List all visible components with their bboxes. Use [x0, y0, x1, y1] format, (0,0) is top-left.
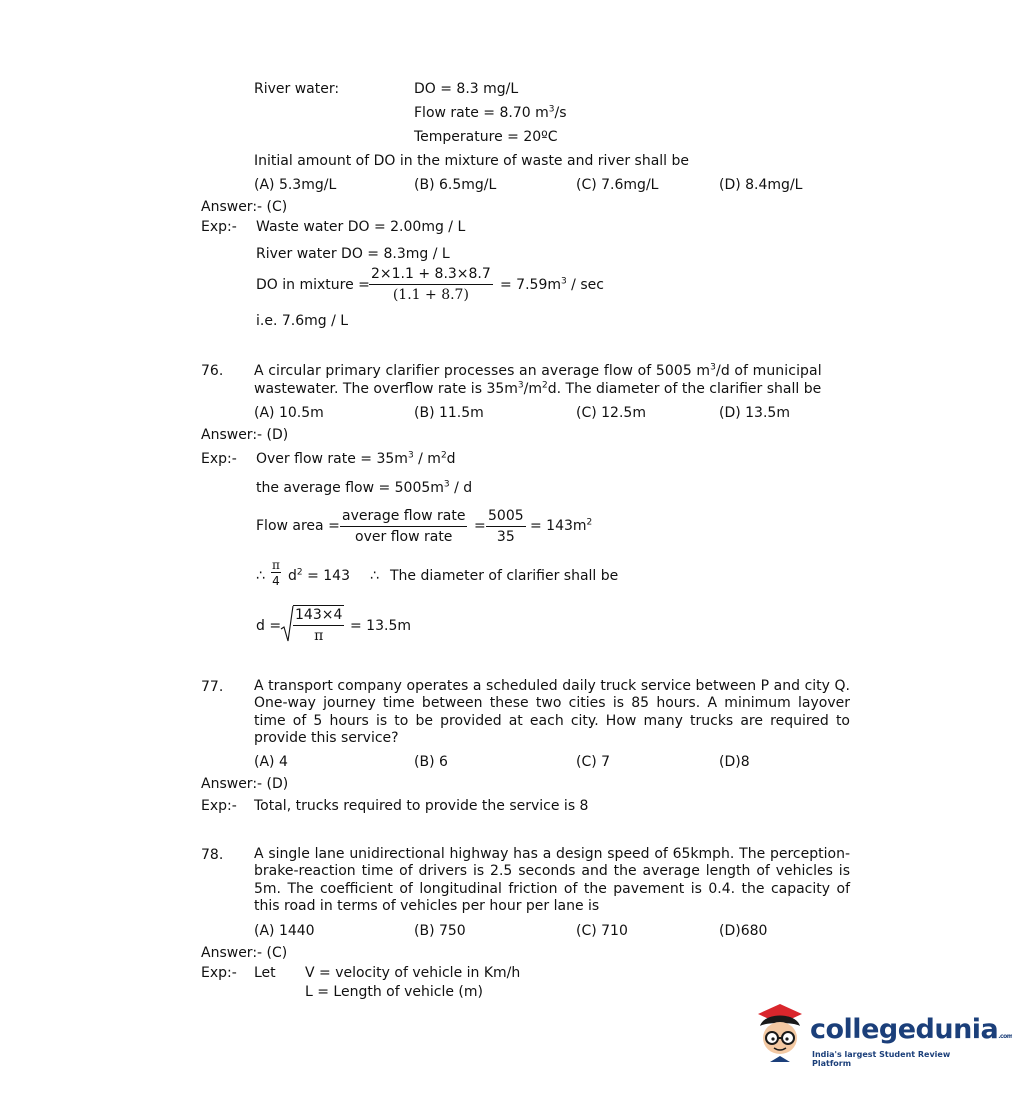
- q78-question: A single lane unidirectional highway has a design speed of 65kmph. The perception-brake-reaction time of drivers is 2.5 seconds and the average length of vehicles is 5m. The coefficient of longitudinal friction of the pavement is 0.4. the capacity of this road in terms of vehicles per hour per lane is: [254, 846, 850, 915]
- do-mixture-label: DO in mixture =: [256, 277, 370, 293]
- q75-question: Initial amount of DO in the mixture of waste and river shall be: [254, 153, 690, 169]
- q78-length-def: L = Length of vehicle (m): [305, 984, 483, 1000]
- pi-over-4-fraction: [271, 558, 281, 588]
- do-mixture-result: = $7.59m^3$ / sec: [500, 276, 604, 293]
- flow-area-result: = $143m^2$: [530, 517, 593, 534]
- pi-numerator: π: [272, 558, 280, 572]
- logo-com-suffix: .com: [998, 1033, 1012, 1040]
- river-temperature-line: Temperature = 20ºC: [414, 129, 558, 145]
- sqrt-fraction: [293, 605, 344, 645]
- flow-area-value-fraction: [486, 507, 526, 546]
- q76-line-2: wastewater. The overflow rate is $35m^3/m^2d$. The diameter of the clarifier shall be: [254, 380, 822, 397]
- flow-area-label: Flow area =: [256, 518, 340, 534]
- q77-question: A transport company operates a scheduled daily truck service between P and city Q. One-way journey time between these two cities is 85 hours. A minimum layover time of 5 hours is to be provided at each city. How many trucks are required to provide this service?: [254, 678, 850, 747]
- logo-wordmark: collegedunia.com: [810, 1014, 1012, 1045]
- q75-exp-line-2: River water DO = 8.3mg / L: [256, 246, 450, 262]
- q75-exp-label: Exp:-: [201, 219, 237, 235]
- q75-exp-line-1: Waste water DO = 2.00mg / L: [256, 219, 466, 235]
- q77-exp-label: Exp:-: [201, 798, 237, 814]
- q75-answer: Answer:- (C): [201, 199, 288, 215]
- flow-area-fraction: [340, 507, 467, 546]
- sqrt-numerator: 143×4: [293, 605, 344, 626]
- q77-answer: Answer:- (D): [201, 776, 289, 792]
- q76-option-a: (A) 10.5m: [254, 405, 324, 421]
- do-mixture-denominator: (1.1 + 8.7): [392, 287, 469, 303]
- diameter-statement: The diameter of clarifier shall be: [390, 568, 619, 584]
- d-squared-equation: $d^2 = 143$: [288, 567, 350, 584]
- q78-velocity-def: V = velocity of vehicle in Km/h: [305, 965, 521, 981]
- do-mixture-fraction: [369, 265, 493, 304]
- q75-option-a: (A) 5.3mg/L: [254, 177, 337, 193]
- q75-ie-line: i.e. 7.6mg / L: [256, 313, 349, 329]
- q76-number: 76.: [201, 363, 224, 379]
- q77-option-a: (A) 4: [254, 754, 288, 770]
- q76-exp-average-flow: the average flow = $5005m^3$ / d: [256, 479, 473, 496]
- q78-option-b: (B) 750: [414, 923, 466, 939]
- q76-line-1: A circular primary clarifier processes an average flow of 5005 $m^3/d$ of municipal: [254, 362, 822, 379]
- d-result: = 13.5m: [350, 618, 411, 634]
- q77-option-b: (B) 6: [414, 754, 448, 770]
- q77-number: 77.: [201, 679, 224, 695]
- therefore-symbol-1: ∴: [256, 568, 265, 584]
- logo-tagline: India's largest Student Review Platform: [812, 1050, 951, 1068]
- q76-option-c: (C) 12.5m: [576, 405, 646, 421]
- q77-option-c: (C) 7: [576, 754, 611, 770]
- flow-area-denominator: over flow rate: [355, 529, 453, 545]
- flow-area-value-denominator: 35: [496, 529, 515, 545]
- river-do-line: DO = 8.3 mg/L: [414, 81, 519, 97]
- q76-exp-overflow: Over flow rate = $35m^3 / m^2d$: [256, 450, 456, 467]
- q75-option-c: (C) 7.6mg/L: [576, 177, 659, 193]
- q77-exp-text: Total, trucks required to provide the service is 8: [254, 798, 589, 814]
- do-mixture-numerator: 2×1.1 + 8.3×8.7: [369, 265, 493, 285]
- sqrt-radical-icon: [280, 605, 294, 643]
- q76-option-b: (B) 11.5m: [414, 405, 484, 421]
- flow-area-equals: =: [474, 518, 486, 534]
- q78-answer: Answer:- (C): [201, 945, 288, 961]
- q76-exp-label: Exp:-: [201, 451, 237, 467]
- d-label: d =: [256, 618, 282, 634]
- flow-area-numerator: average flow rate: [340, 507, 467, 527]
- therefore-symbol-2: ∴: [370, 568, 379, 584]
- q76-option-d: (D) 13.5m: [719, 405, 790, 421]
- q75-option-d: (D) 8.4mg/L: [719, 177, 803, 193]
- student-mascot-icon: [750, 1000, 808, 1072]
- q75-option-b: (B) 6.5mg/L: [414, 177, 497, 193]
- q77-option-d: (D)8: [719, 754, 750, 770]
- q78-let: Let: [254, 965, 276, 981]
- q76-answer: Answer:- (D): [201, 427, 289, 443]
- q78-option-c: (C) 710: [576, 923, 628, 939]
- flow-area-value-numerator: 5005: [486, 507, 526, 527]
- river-flow-line: Flow rate = 8.70 $m^3/s$: [414, 104, 567, 121]
- q78-option-a: (A) 1440: [254, 923, 315, 939]
- collegedunia-logo: [750, 1000, 1012, 1075]
- river-water-label: River water:: [254, 81, 340, 97]
- q78-option-d: (D)680: [719, 923, 768, 939]
- sqrt-denominator: π: [314, 628, 324, 644]
- q78-exp-label: Exp:-: [201, 965, 237, 981]
- q78-number: 78.: [201, 847, 224, 863]
- four-denominator: 4: [272, 574, 280, 588]
